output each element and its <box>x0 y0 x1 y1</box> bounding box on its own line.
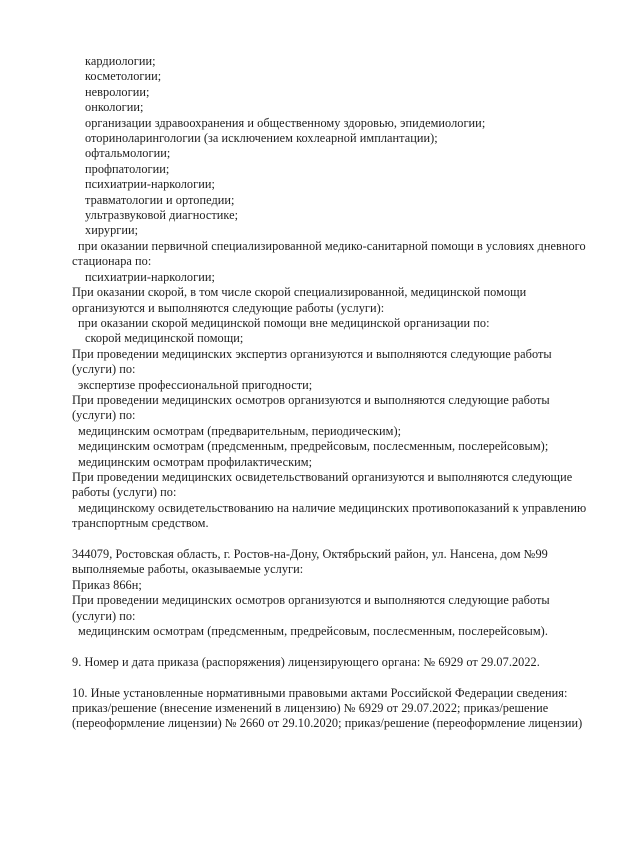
text-line: 10. Иные установленные нормативными правовыми актами Российской Федерации сведения: <box>72 685 568 700</box>
text-line: выполняемые работы, оказываемые услуги: <box>72 562 304 577</box>
text-line: психиатрии-наркологии; <box>85 269 215 284</box>
text-line: При проведении медицинских осмотров организуются и выполняются следующие работы <box>72 392 550 407</box>
text-line: профпатологии; <box>85 161 170 176</box>
text-line: 9. Номер и дата приказа (распоряжения) лицензирующего органа: № 6929 от 29.07.2022. <box>72 654 540 669</box>
text-line: медицинским осмотрам профилактическим; <box>78 454 313 469</box>
text-line: организации здравоохранения и общественному здоровью, эпидемиологии; <box>85 115 486 130</box>
text-line: транспортным средством. <box>72 516 209 531</box>
text-line: медицинским осмотрам (предварительным, периодическим); <box>78 423 402 438</box>
text-line: приказ/решение (внесение изменений в лицензию) № 6929 от 29.07.2022; приказ/решение <box>72 701 549 716</box>
text-line: (услуги) по: <box>72 608 136 623</box>
text-line: офтальмологии; <box>85 146 171 161</box>
document-body <box>72 54 603 732</box>
text-line: при оказании скорой медицинской помощи вне медицинской организации по: <box>78 315 490 330</box>
text-line: хирургии; <box>85 223 139 238</box>
text-line: (услуги) по: <box>72 362 136 377</box>
text-line: травматологии и ортопедии; <box>85 192 235 207</box>
text-line: косметологии; <box>85 69 162 84</box>
text-line: стационара по: <box>72 254 152 269</box>
text-line: оториноларингологии (за исключением кохлеарной имплантации); <box>85 131 438 146</box>
text-line: 344079, Ростовская область, г. Ростов-на-Дону, Октябрьский район, ул. Нансена, дом №99 <box>72 546 548 561</box>
text-line: кардиологии; <box>85 54 156 68</box>
text-line: медицинским осмотрам (предсменным, предрейсовым, послесменным, послерейсовым). <box>78 624 548 639</box>
text-line: неврологии; <box>85 84 150 99</box>
text-line: (услуги) по: <box>72 408 136 423</box>
text-line: при оказании первичной специализированной медико-санитарной помощи в условиях дневного <box>78 238 586 253</box>
text-line: ультразвуковой диагностике; <box>85 208 239 223</box>
text-line: онкологии; <box>85 100 144 115</box>
text-line: скорой медицинской помощи; <box>85 331 244 346</box>
text-line: Приказ 866н; <box>72 577 142 592</box>
text-line: медицинским осмотрам (предсменным, предрейсовым, послесменным, послерейсовым); <box>78 439 549 454</box>
text-line: При проведении медицинских экспертиз организуются и выполняются следующие работы <box>72 346 552 361</box>
text-line: психиатрии-наркологии; <box>85 177 215 192</box>
text-line: При оказании скорой, в том числе скорой специализированной, медицинской помощи <box>72 285 527 300</box>
text-line: экспертизе профессиональной пригодности; <box>78 377 313 392</box>
text-line: работы (услуги) по: <box>72 485 177 500</box>
text-line: При проведении медицинских осмотров организуются и выполняются следующие работы <box>72 593 550 608</box>
text-line: При проведении медицинских освидетельствований организуются и выполняются следующие <box>72 469 573 484</box>
text-line: (переоформление лицензии) № 2660 от 29.10.2020; приказ/решение (переоформление лицензии) <box>72 716 583 731</box>
text-line: организуются и выполняются следующие работы (услуги): <box>72 300 385 315</box>
text-line: медицинскому освидетельствованию на наличие медицинских противопоказаний к управлению <box>78 500 587 515</box>
